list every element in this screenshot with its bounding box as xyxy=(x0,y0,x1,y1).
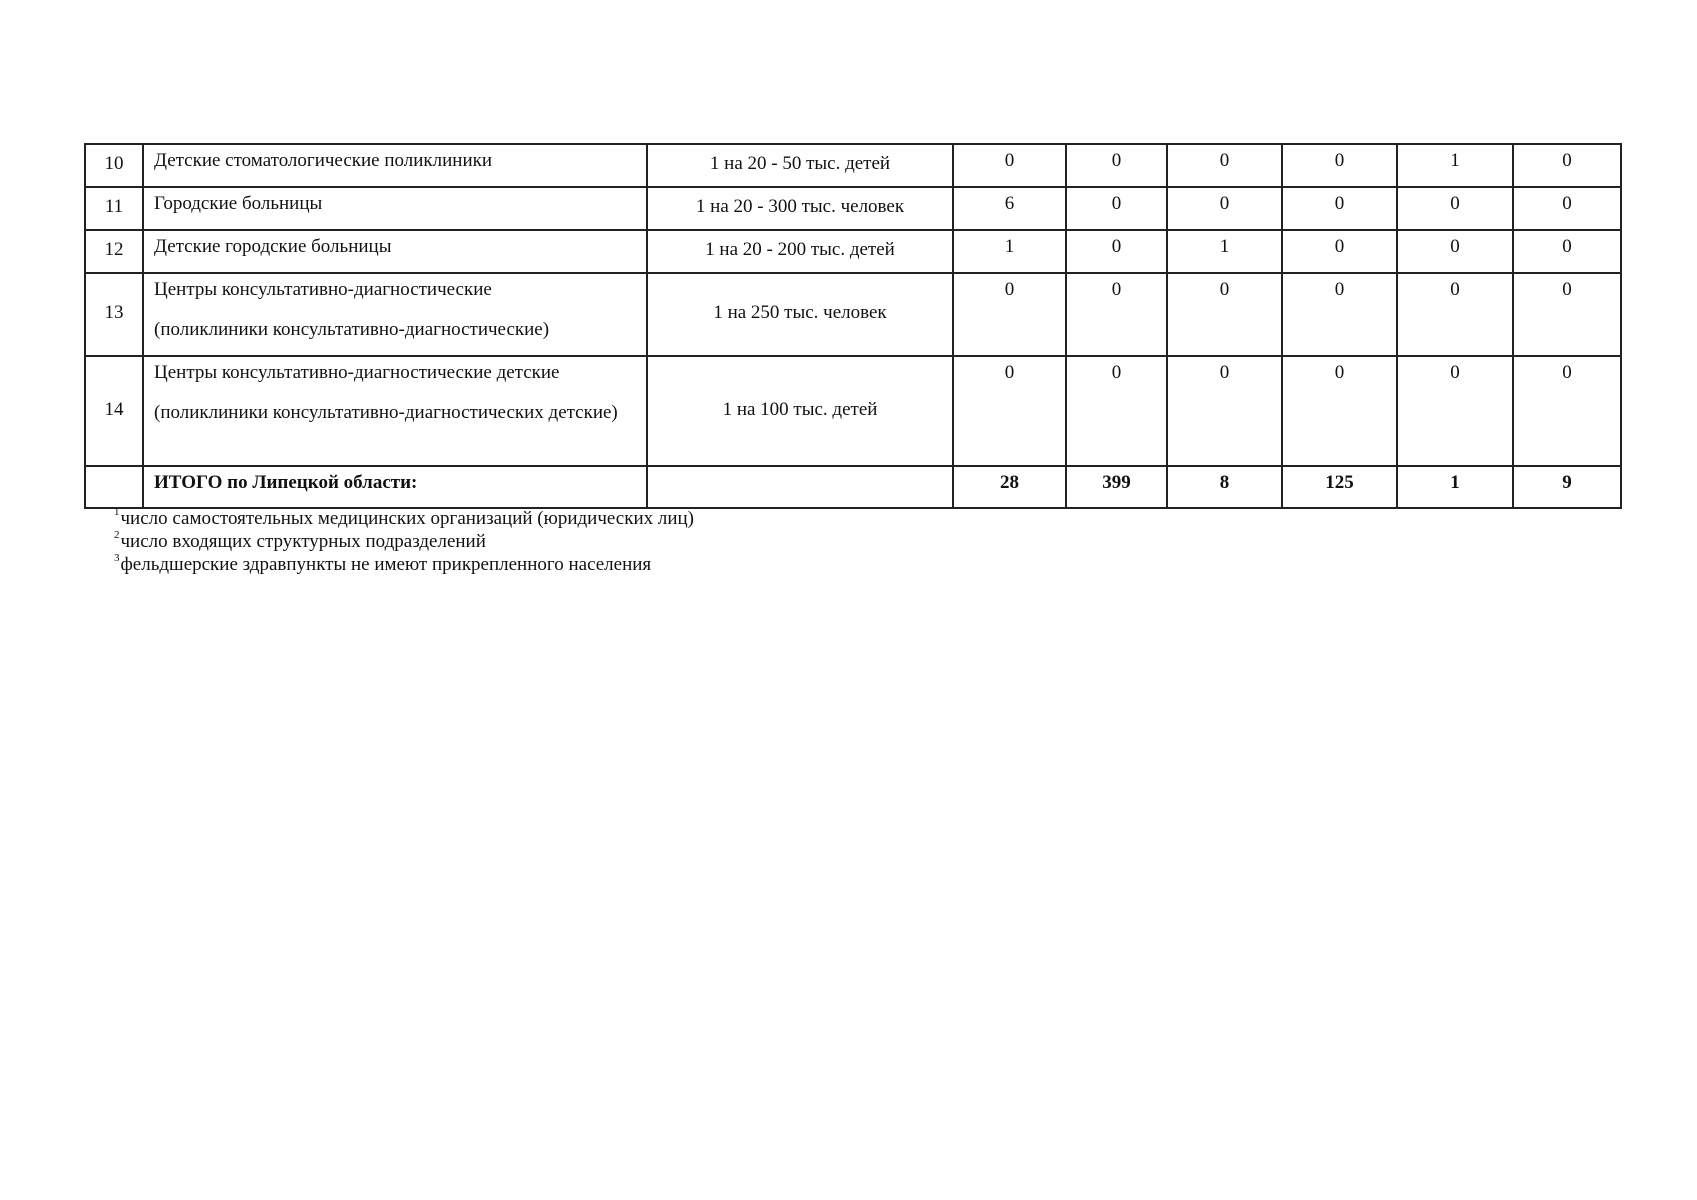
footnote-text: число входящих структурных подразделений xyxy=(120,531,486,552)
value-cell: 0 xyxy=(1282,230,1397,273)
facility-name-line: Городские больницы xyxy=(154,193,323,214)
total-value: 399 xyxy=(1066,466,1167,508)
table-row xyxy=(85,187,1621,230)
row-number: 10 xyxy=(85,144,143,187)
value-cell: 0 xyxy=(1513,230,1621,273)
value-cell: 0 xyxy=(953,144,1066,187)
value-cell: 0 xyxy=(1282,356,1397,466)
value-cell: 0 xyxy=(1397,187,1513,230)
footnote-text: число самостоятельных медицинских организаций (юридических лиц) xyxy=(120,508,695,529)
row-number: 11 xyxy=(85,187,143,230)
value-cell: 0 xyxy=(1397,273,1513,356)
value-cell: 0 xyxy=(1167,187,1282,230)
value-cell: 0 xyxy=(1066,273,1167,356)
value-cell: 0 xyxy=(953,356,1066,466)
value-cell: 0 xyxy=(1282,144,1397,187)
facility-name xyxy=(143,356,647,466)
table-row xyxy=(85,144,1621,187)
facility-name-line: (поликлиники консультативно-диагностических детские) xyxy=(154,402,618,423)
facility-name-line: Центры консультативно-диагностические детские xyxy=(154,362,560,383)
facility-name-line: Детские стоматологические поликлиники xyxy=(154,150,493,171)
value-cell: 0 xyxy=(1513,273,1621,356)
value-cell: 0 xyxy=(953,273,1066,356)
value-cell: 0 xyxy=(1167,356,1282,466)
facility-name-line: (поликлиники консультативно-диагностические) xyxy=(154,319,550,340)
norm-cell: 1 на 250 тыс. человек xyxy=(647,273,953,356)
total-label xyxy=(143,466,647,508)
total-label-text: ИТОГО по Липецкой области: xyxy=(154,472,418,493)
total-value: 125 xyxy=(1282,466,1397,508)
row-number xyxy=(85,466,143,508)
value-cell: 0 xyxy=(1397,356,1513,466)
row-number: 14 xyxy=(85,356,143,466)
total-value: 1 xyxy=(1397,466,1513,508)
norm-cell: 1 на 20 - 50 тыс. детей xyxy=(647,144,953,187)
value-cell: 0 xyxy=(1066,187,1167,230)
footnotes xyxy=(114,507,694,576)
facility-name-line: Детские городские больницы xyxy=(154,236,392,257)
row-number: 12 xyxy=(85,230,143,273)
value-cell: 0 xyxy=(1282,187,1397,230)
value-cell: 0 xyxy=(1513,356,1621,466)
footnote xyxy=(114,507,694,530)
facilities-table xyxy=(84,143,1622,509)
value-cell: 0 xyxy=(1167,144,1282,187)
value-cell: 0 xyxy=(1282,273,1397,356)
value-cell: 1 xyxy=(1397,144,1513,187)
footnote-mark: 3 xyxy=(114,552,120,564)
norm-cell: 1 на 20 - 300 тыс. человек xyxy=(647,187,953,230)
total-value: 28 xyxy=(953,466,1066,508)
norm-cell: 1 на 100 тыс. детей xyxy=(647,356,953,466)
norm-cell xyxy=(647,466,953,508)
total-value: 9 xyxy=(1513,466,1621,508)
value-cell: 1 xyxy=(1167,230,1282,273)
value-cell: 0 xyxy=(1513,187,1621,230)
norm-cell: 1 на 20 - 200 тыс. детей xyxy=(647,230,953,273)
table-row xyxy=(85,273,1621,356)
footnote-text: фельдшерские здравпункты не имеют прикрепленного населения xyxy=(120,554,652,575)
table-row xyxy=(85,356,1621,466)
footnote xyxy=(114,553,694,576)
facility-name-line: Центры консультативно-диагностические xyxy=(154,279,492,300)
facility-name xyxy=(143,187,647,230)
value-cell: 0 xyxy=(1066,144,1167,187)
footnote-mark: 1 xyxy=(114,506,120,518)
value-cell: 0 xyxy=(1513,144,1621,187)
value-cell: 0 xyxy=(1167,273,1282,356)
total-row xyxy=(85,466,1621,508)
facility-name xyxy=(143,144,647,187)
value-cell: 0 xyxy=(1066,356,1167,466)
facility-name xyxy=(143,230,647,273)
footnote xyxy=(114,530,694,553)
row-number: 13 xyxy=(85,273,143,356)
table-row xyxy=(85,230,1621,273)
value-cell: 0 xyxy=(1397,230,1513,273)
total-value: 8 xyxy=(1167,466,1282,508)
value-cell: 6 xyxy=(953,187,1066,230)
value-cell: 1 xyxy=(953,230,1066,273)
value-cell: 0 xyxy=(1066,230,1167,273)
facility-name xyxy=(143,273,647,356)
footnote-mark: 2 xyxy=(114,529,120,541)
